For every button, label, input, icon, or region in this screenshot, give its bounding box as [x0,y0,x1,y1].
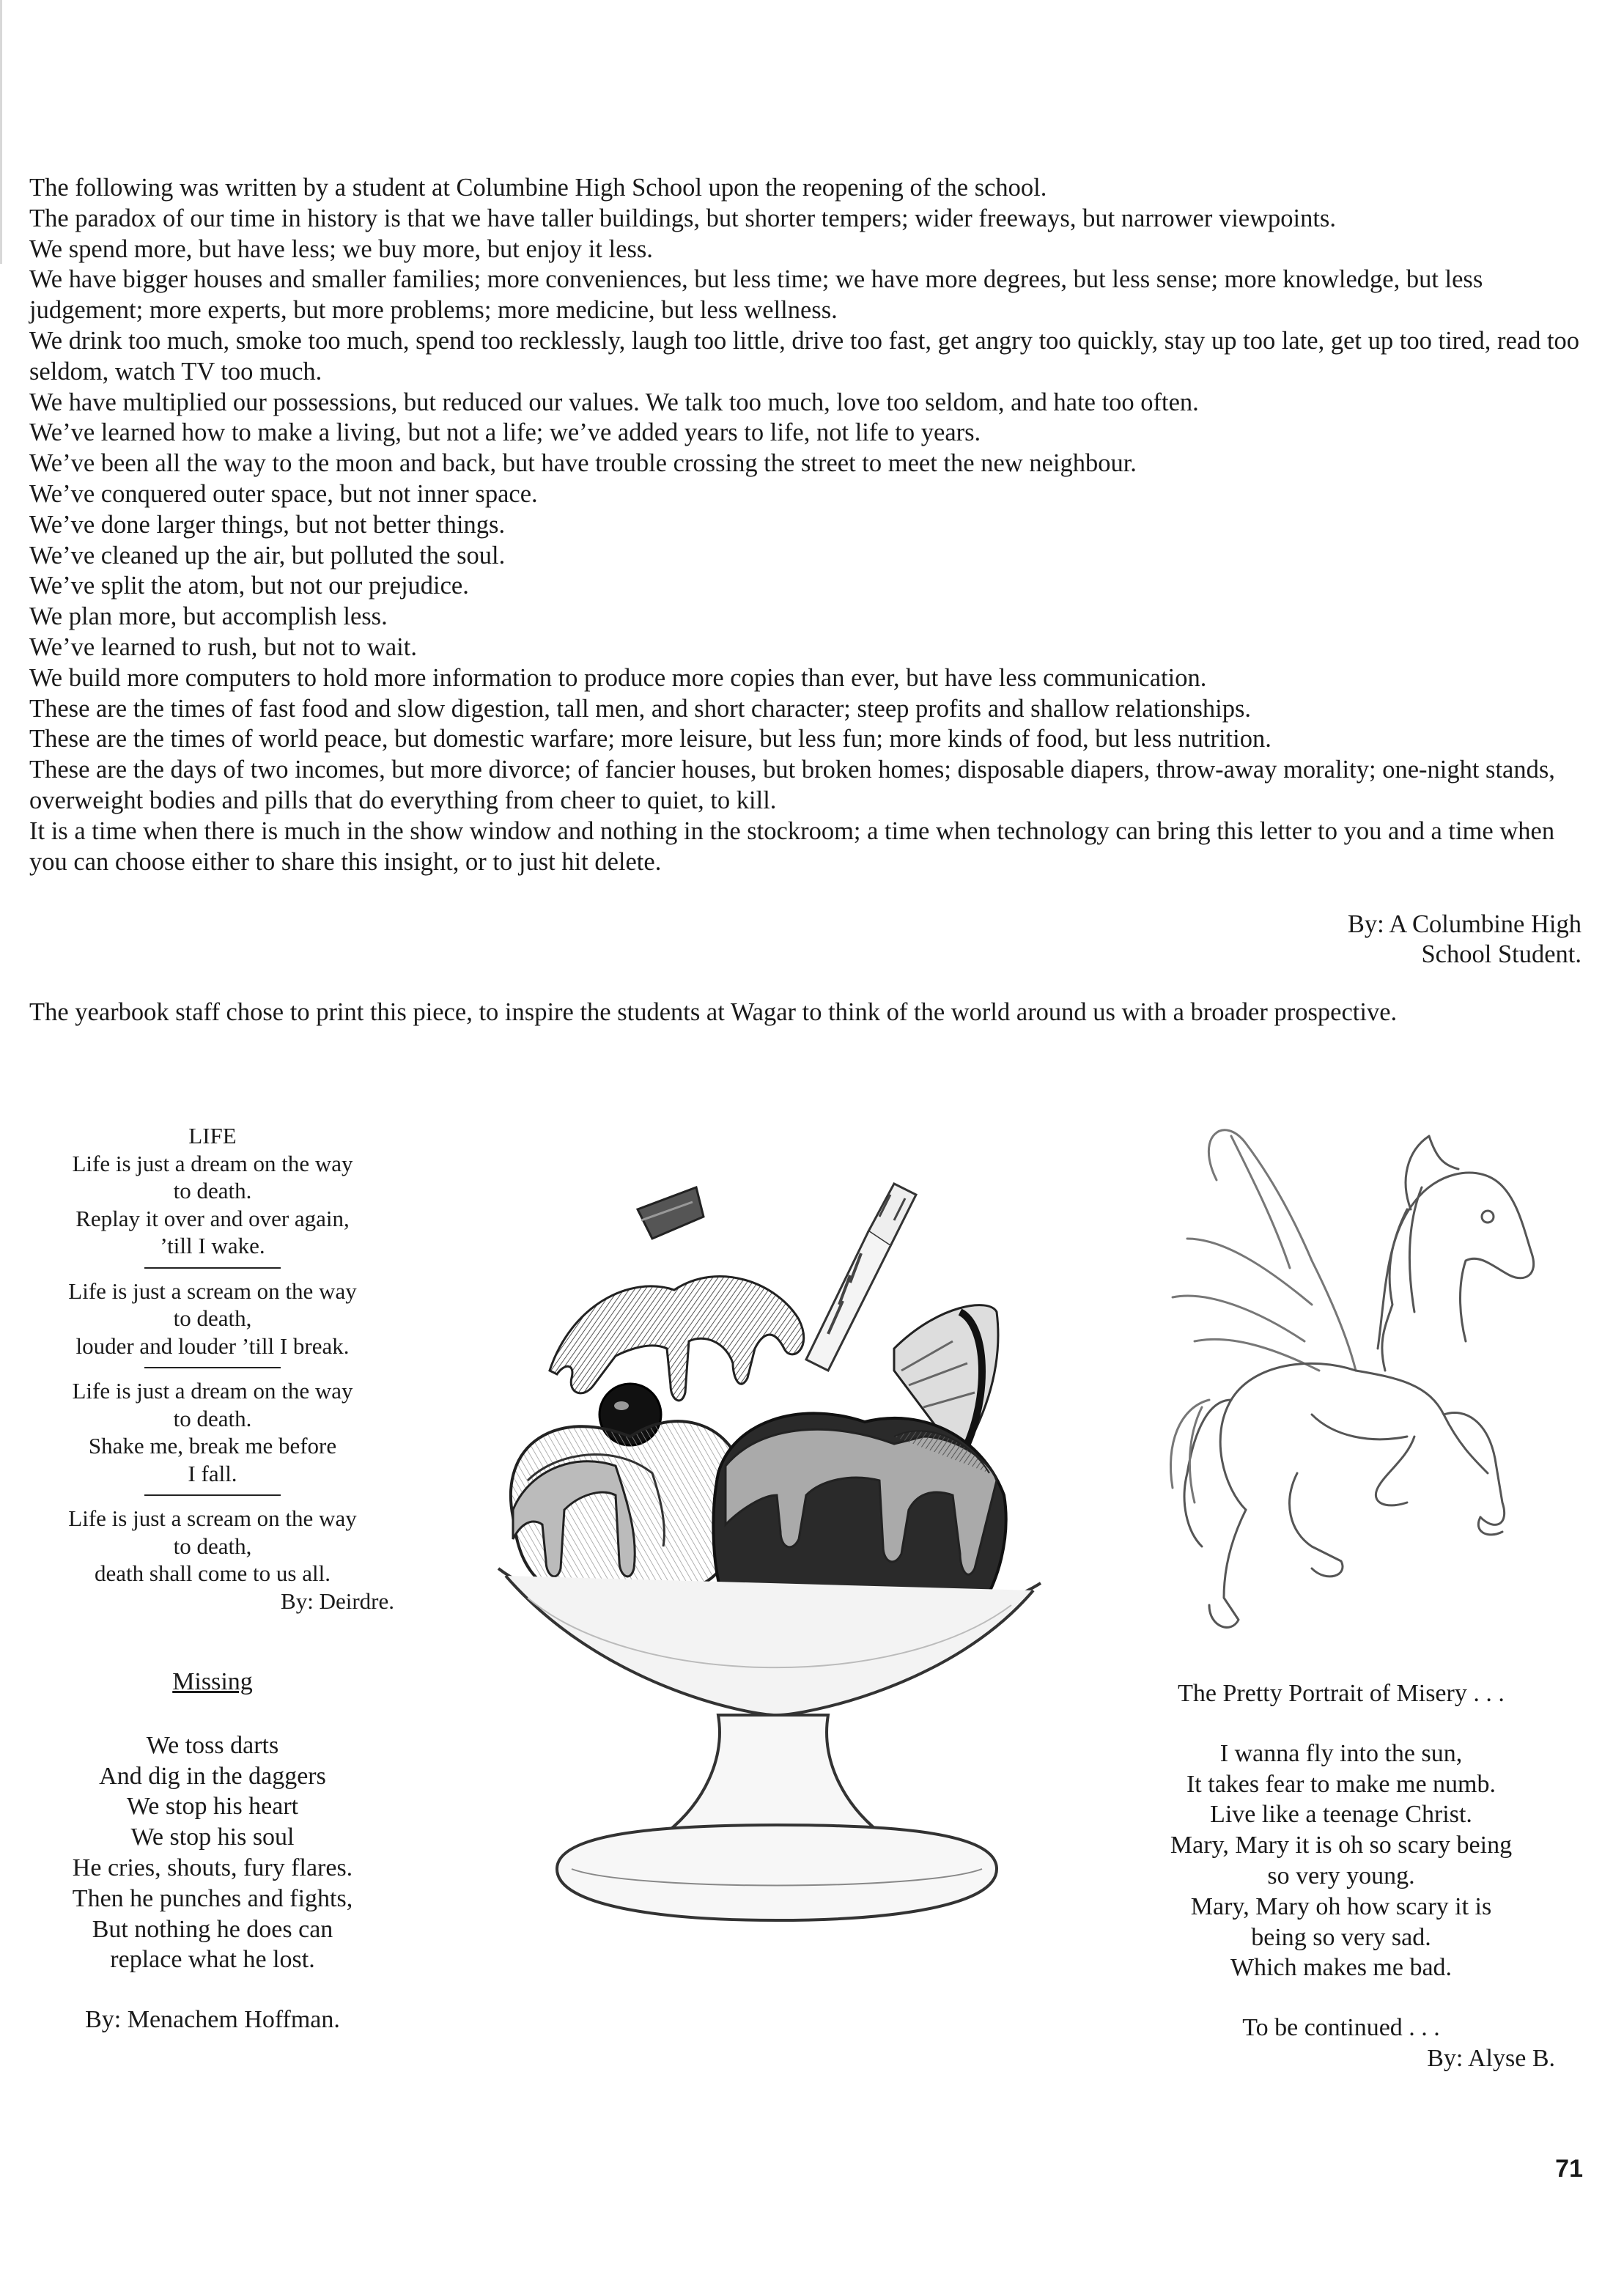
poem-misery-title: The Pretty Portrait of Misery . . . [1178,1680,1505,1707]
poem-line: replace what he lost. [110,1946,315,1974]
poem-misery-continued: To be continued . . . [1242,2014,1440,2042]
essay-line: We’ve split the atom, but not our prejudice. [29,572,469,600]
pegasus-illustration [1165,1092,1546,1649]
poem-line: I fall. [188,1460,237,1486]
essay-line: We’ve cleaned up the air, but polluted the soul. [29,541,506,569]
poem-life [22,1122,403,1615]
poem-line: being so very sad. [1251,1923,1431,1951]
poem-misery [1107,1678,1576,2074]
essay-line: These are the times of world peace, but domestic warfare; more leisure, but less fun; more kinds of food, but less nutrition. [29,725,1271,753]
essay-line: We have bigger houses and smaller families; more conveniences, but less time; we have more degrees, but less sense; more knowledge, but less judgement; more experts, but more problems; more medicine, but less wellness. [29,265,1483,325]
poem-line: Which makes me bad. [1230,1954,1453,1982]
page-edge [0,0,2,264]
essay-line: We’ve been all the way to the moon and back, but have trouble crossing the street to meet the new neighbour. [29,449,1137,478]
stanza-divider [144,1494,281,1496]
essay-line: These are the days of two incomes, but more divorce; of fancier houses, but broken homes; disposable diapers, throw-away morality; one-night stands, overweight bodies and pills that do everything from cheer to quiet, to kill. [29,756,1555,814]
poem-missing-byline: By: Menachem Hoffman. [85,2006,340,2034]
staff-note: The yearbook staff chose to print this piece, to inspire the students at Wagar to think of the world around us with a broader prospective. [29,998,1398,1026]
poem-missing-title: Missing [172,1668,253,1695]
poem-life-byline: By: Deirdre. [281,1588,394,1614]
stanza-divider [144,1267,281,1269]
poem-line: to death. [173,1405,252,1431]
page-number: 71 [1555,2155,1583,2183]
poem-line: to death, [173,1305,252,1331]
essay-line: We build more computers to hold more information to produce more copies than ever, but have less communication. [29,663,1207,692]
essay-line: We’ve learned to rush, but not to wait. [29,633,417,661]
poem-missing [22,1667,403,2035]
poem-line: Life is just a dream on the way [72,1378,353,1404]
poem-line: Life is just a scream on the way [68,1505,357,1531]
left-scoop [511,1421,745,1583]
essay-line: The paradox of our time in history is that we have taller buildings, but shorter tempers; wider freeways, but narrower viewpoints. [29,204,1336,232]
poem-line: Life is just a scream on the way [68,1277,357,1304]
pegasus-body [1184,1363,1488,1546]
poem-line: to death, [173,1533,252,1559]
essay-line: We’ve done larger things, but not better things. [29,510,506,539]
poem-line: so very young. [1267,1862,1415,1889]
essay-byline-line: By: A Columbine High [1347,910,1581,938]
essay-byline-line: School Student. [1421,940,1581,968]
essay-line: It is a time when there is much in the show window and nothing in the stockroom; a time when technology can bring this letter to you and a time when you can choose either to share this insight, or to just hit delete. [29,816,1555,876]
poem-line: And dig in the daggers [99,1762,326,1790]
poem-line: We stop his soul [130,1824,295,1851]
essay [29,173,1583,877]
poem-life-title: LIFE [188,1123,237,1148]
poem-line: ’till I wake. [160,1233,265,1258]
poem-stanza [22,1377,403,1487]
poem-line: death shall come to us all. [95,1560,331,1586]
essay-byline [1142,910,1581,970]
poem-line: We stop his heart [126,1793,299,1821]
poem-line: Mary, Mary oh how scary it is [1190,1892,1492,1920]
essay-line: These are the times of fast food and slow digestion, tall men, and short character; steep profits and shallow relationships. [29,694,1252,723]
poem-line: Shake me, break me before [88,1433,337,1459]
essay-line: We’ve conquered outer space, but not inner space. [29,479,538,508]
poem-stanza [22,1277,403,1360]
poem-line: Mary, Mary it is oh so scary being [1170,1832,1513,1859]
essay-line: We’ve learned how to make a living, but not a life; we’ve added years to life, not life to years. [29,419,981,447]
poem-line: He cries, shouts, fury flares. [72,1854,353,1881]
poem-line: Replay it over and over again, [75,1205,350,1231]
poem-line: Then he punches and fights, [72,1884,353,1912]
pegasus-head [1378,1136,1534,1371]
poem-line: We toss darts [146,1731,279,1759]
pegasus-wing [1173,1130,1356,1371]
poem-line: Life is just a dream on the way [72,1150,353,1176]
sundae-illustration [484,1129,1070,1986]
pegasus-tail [1170,1400,1209,1502]
chocolate-topping [550,1276,804,1400]
poem-line: to death. [173,1178,252,1203]
essay-line: We drink too much, smoke too much, spend too recklessly, laugh too little, drive too fast, get angry too quickly, stay up too late, get up too tired, read too seldom, watch TV too much. [29,326,1580,386]
cookie-chip [638,1187,704,1239]
essay-line: The following was written by a student at Columbine High School upon the reopening of the school. [29,174,1047,202]
poem-stanza [22,1150,403,1260]
poem-line: I wanna fly into the sun, [1219,1739,1463,1767]
pegasus-legs [1209,1413,1505,1628]
poem-line: Live like a teenage Christ. [1210,1801,1472,1829]
right-scoop [713,1413,1005,1605]
essay-line: We plan more, but accomplish less. [29,602,388,631]
sundae-bowl [498,1568,1041,1920]
poem-stanza [22,1505,403,1588]
poem-line: But nothing he does can [92,1915,333,1943]
stanza-divider [144,1367,281,1368]
essay-line: We have multiplied our possessions, but reduced our values. We talk too much, love too seldom, and hate too often. [29,388,1199,416]
poem-line: louder and louder ’till I break. [75,1332,350,1359]
poem-line: It takes fear to make me numb. [1186,1770,1496,1798]
essay-line: We spend more, but have less; we buy more, but enjoy it less. [29,235,653,263]
poem-misery-byline: By: Alyse B. [1427,2044,1555,2072]
